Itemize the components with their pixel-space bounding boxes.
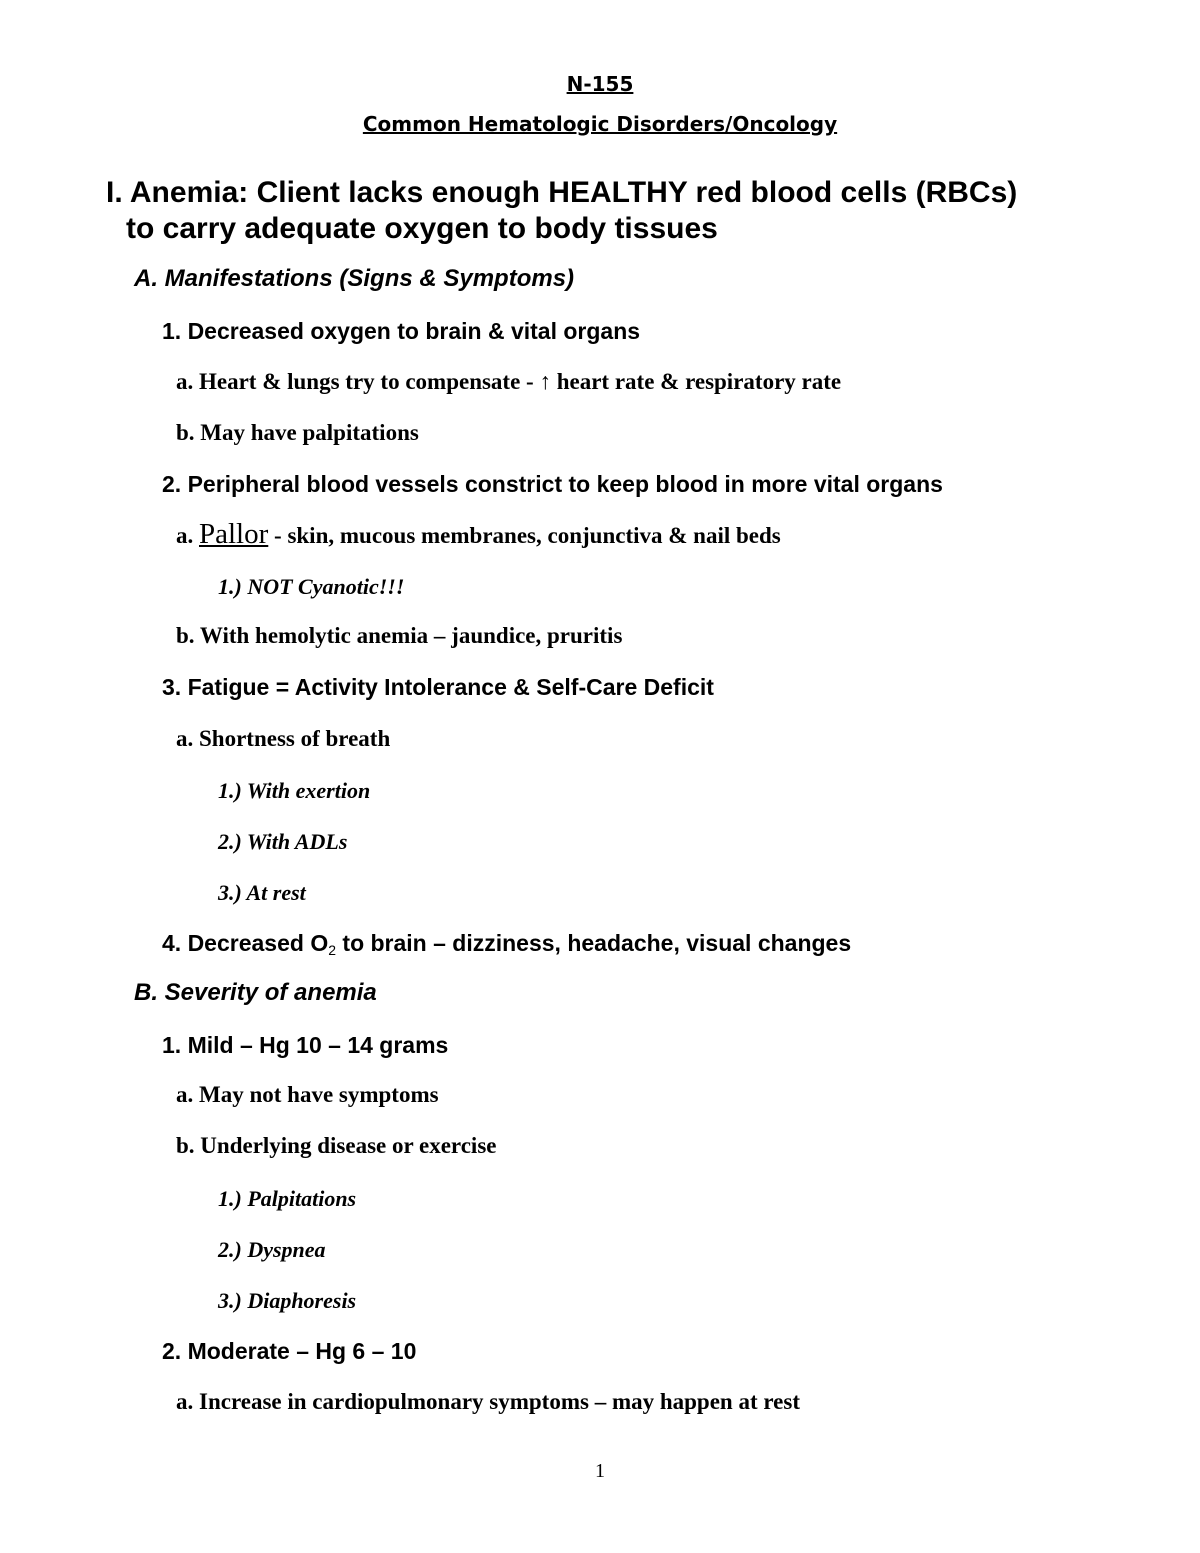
list-text: 4. Decreased O bbox=[162, 930, 329, 956]
course-code: N-155 bbox=[566, 72, 634, 96]
section-heading-anemia-cont: to carry adequate oxygen to body tissues bbox=[126, 212, 718, 245]
list-item: a. May not have symptoms bbox=[176, 1082, 439, 1107]
list-item: 3.) At rest bbox=[218, 880, 306, 905]
pallor-term: Pallor bbox=[199, 518, 269, 550]
list-item: 1.) NOT Cyanotic!!! bbox=[218, 574, 405, 599]
list-item: 2.) Dyspnea bbox=[218, 1237, 326, 1262]
list-item: 2.) With ADLs bbox=[218, 829, 348, 854]
list-item: b. May have palpitations bbox=[176, 420, 419, 445]
list-item: 1.) Palpitations bbox=[218, 1186, 357, 1211]
list-item: 3.) Diaphoresis bbox=[218, 1288, 357, 1313]
list-item: 1. Decreased oxygen to brain & vital organs bbox=[162, 318, 641, 344]
subheading-manifestations: A. Manifestations (Signs & Symptoms) bbox=[134, 265, 575, 292]
list-text: - skin, mucous membranes, conjunctiva & nail beds bbox=[268, 523, 781, 548]
list-item: a. Shortness of breath bbox=[176, 726, 391, 751]
section-heading-anemia: I. Anemia: Client lacks enough HEALTHY red blood cells (RBCs) bbox=[106, 176, 1018, 209]
list-item: b. Underlying disease or exercise bbox=[176, 1133, 497, 1158]
subscript: 2 bbox=[328, 942, 337, 958]
list-text: to brain – dizziness, headache, visual changes bbox=[336, 930, 852, 956]
document-title: Common Hematologic Disorders/Oncology bbox=[362, 112, 838, 136]
page-number: 1 bbox=[595, 1460, 605, 1482]
list-item: 3. Fatigue = Activity Intolerance & Self-Care Deficit bbox=[162, 674, 714, 700]
list-item: 1. Mild – Hg 10 – 14 grams bbox=[162, 1032, 449, 1058]
list-item: a. Heart & lungs try to compensate - ↑ heart rate & respiratory rate bbox=[176, 369, 842, 394]
subheading-severity: B. Severity of anemia bbox=[134, 979, 377, 1006]
list-item bbox=[176, 518, 781, 551]
list-item: b. With hemolytic anemia – jaundice, pruritis bbox=[176, 623, 623, 648]
list-item: 2. Peripheral blood vessels constrict to keep blood in more vital organs bbox=[162, 471, 943, 497]
list-item: 2. Moderate – Hg 6 – 10 bbox=[162, 1338, 417, 1364]
list-item: 1.) With exertion bbox=[218, 778, 371, 803]
list-item bbox=[162, 930, 851, 958]
list-item: a. Increase in cardiopulmonary symptoms – may happen at rest bbox=[176, 1389, 800, 1414]
list-marker: a. bbox=[176, 523, 199, 548]
